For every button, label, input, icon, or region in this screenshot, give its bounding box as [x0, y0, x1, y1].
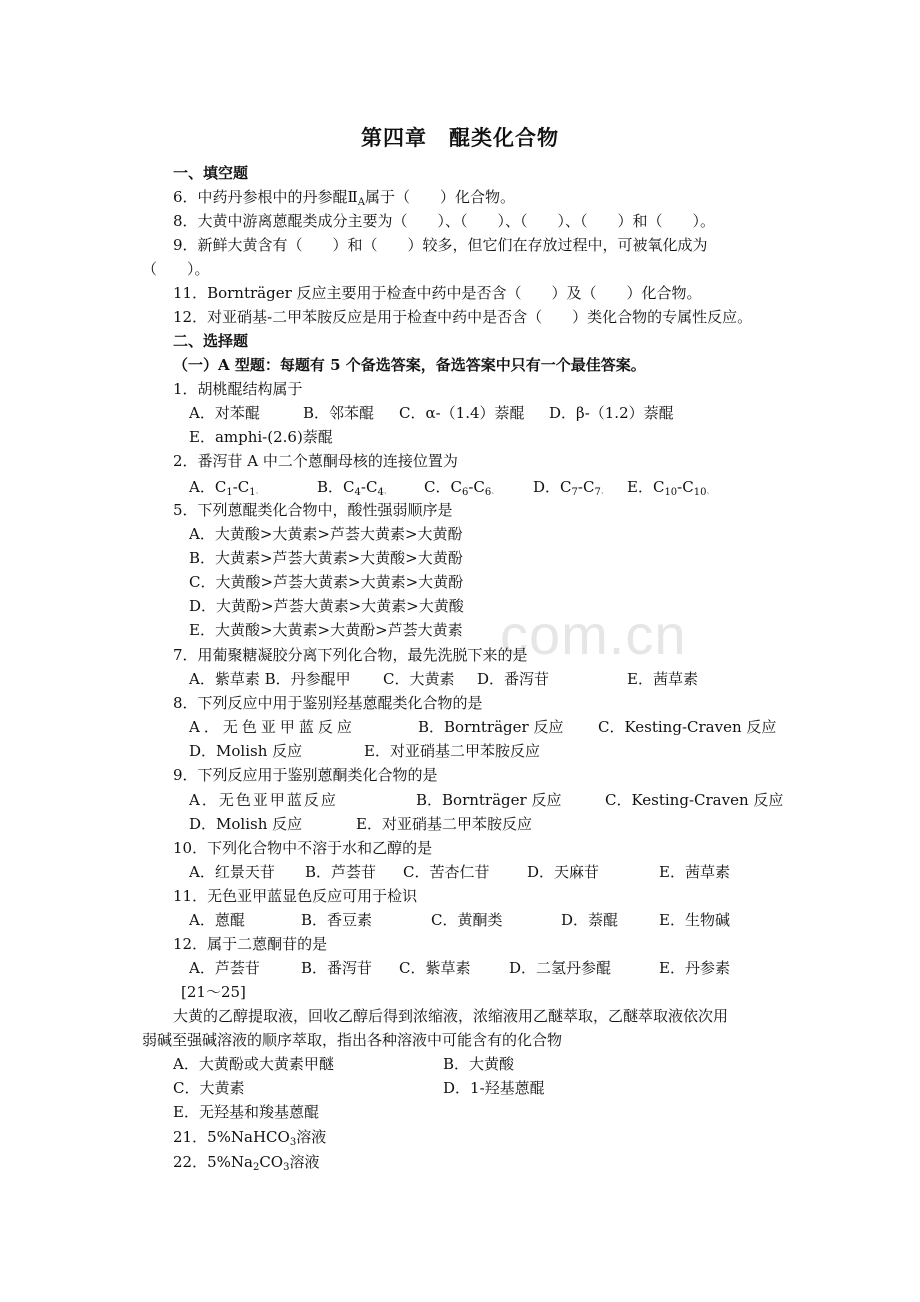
choice-1-e: E．amphi-(2.6)萘醌 — [189, 428, 333, 446]
choice-11: 11．无色亚甲蓝显色反应可用于检识 — [173, 887, 418, 905]
choice-12-e: E．丹参素 — [659, 959, 730, 977]
choice-5-d: D．大黄酚>芦荟大黄素>大黄素>大黄酸 — [189, 597, 464, 615]
choice-11-c: C．黄酮类 — [431, 911, 503, 929]
choice-8-e: E．对亚硝基二甲苯胺反应 — [364, 742, 540, 760]
choice-7-d: D．番泻苷 — [477, 670, 550, 688]
choice-5-c: C．大黄酸>芦荟大黄素>大黄素>大黄酚 — [189, 573, 464, 591]
watermark: com.cn — [500, 603, 687, 666]
choice-10-a: A．红景天苷 — [189, 863, 275, 881]
choice-8-a: A．无色亚甲蓝反应 — [189, 718, 356, 736]
choice-5-b: B．大黄素>芦荟大黄素>大黄酸>大黄酚 — [189, 549, 463, 567]
page-title: 第四章 醌类化合物 — [361, 125, 559, 150]
choice-11-d: D．萘醌 — [561, 911, 619, 929]
section-a-type: （一）A 型题：每题有 5 个备选答案，备选答案中只有一个最佳答案。 — [173, 356, 646, 374]
choice-8-d: D．Molish 反应 — [189, 742, 303, 760]
choice-8: 8．下列反应中用于鉴别羟基蒽醌类化合物的是 — [173, 694, 483, 712]
section-fill-blank: 一、填空题 — [173, 164, 249, 182]
choice-12-c: C．紫草素 — [399, 959, 471, 977]
choice-2-c: C．$C_6-C_6ˏ$ — [424, 478, 495, 498]
choice-10-e: E．茜草素 — [659, 863, 730, 881]
choice-12: 12．属于二蒽酮苷的是 — [173, 935, 328, 953]
choice-7: 7．用葡聚糖凝胶分离下列化合物，最先洗脱下来的是 — [173, 646, 528, 664]
question-9-cont: （ ）。 — [142, 260, 210, 278]
choice-5: 5．下列蒽醌类化合物中，酸性强弱顺序是 — [173, 501, 453, 519]
choice-10-d: D．天麻苷 — [527, 863, 600, 881]
b-option-a: A．大黄酚或大黄素甲醚 — [173, 1055, 334, 1073]
question-21: 21．5%NaHCO$_3$溶液 — [173, 1128, 327, 1148]
choice-10-c: C．苦杏仁苷 — [403, 863, 490, 881]
choice-11-e: E．生物碱 — [659, 911, 730, 929]
choice-10: 10．下列化合物中不溶于水和乙醇的是 — [173, 839, 433, 857]
choice-12-a: A．芦荟苷 — [189, 959, 260, 977]
section-choice: 二、选择题 — [173, 332, 249, 350]
choice-1-b: B．邻苯醌 — [303, 404, 375, 422]
choice-7-c: C．大黄素 — [383, 670, 455, 688]
question-range: [21～25] — [181, 983, 246, 1001]
question-6: 6．中药丹参根中的丹参醌$Ⅱ_A$属于（ ）化合物。 — [173, 188, 515, 208]
choice-10-b: B．芦荟苷 — [305, 863, 377, 881]
choice-9-b: B．Bornträger 反应 — [416, 791, 562, 809]
choice-8-c: C．Kesting-Craven 反应 — [598, 718, 777, 736]
choice-5-e: E．大黄酸>大黄素>大黄酚>芦荟大黄素 — [189, 621, 463, 639]
choice-2-e: E．$C_{10}-C_{10}ˏ$ — [627, 478, 710, 498]
choice-1-c: C．α-（1.4）萘醌 — [399, 404, 525, 422]
choice-2-d: D．$C_7-C_7ˏ$ — [533, 478, 604, 498]
choice-9-d: D．Molish 反应 — [189, 815, 303, 833]
question-22: 22．$5\%Na_2CO_3$溶液 — [173, 1153, 320, 1173]
choice-1: 1．胡桃醌结构属于 — [173, 380, 303, 398]
choice-12-d: D．二氢丹参醌 — [509, 959, 612, 977]
question-8: 8．大黄中游离蒽醌类成分主要为（ ）、（ ）、（ ）、（ ）和（ ）。 — [173, 212, 716, 230]
choice-11-b: B．香豆素 — [301, 911, 373, 929]
choice-2-a: A．$C_1-C_1ˏ$ — [189, 478, 259, 498]
choice-9: 9．下列反应用于鉴别蒽酮类化合物的是 — [173, 766, 438, 784]
question-11: 11．Bornträger 反应主要用于检查中药中是否含（ ）及（ ）化合物。 — [173, 284, 702, 302]
choice-8-b: B．Bornträger 反应 — [418, 718, 564, 736]
passage-line-1: 大黄的乙醇提取液，回收乙醇后得到浓缩液，浓缩液用乙醚萃取，乙醚萃取液依次用 — [173, 1007, 729, 1025]
choice-1-a: A．对苯醌 — [189, 404, 260, 422]
choice-2-b: B．$C_4-C_4ˏ$ — [317, 478, 387, 498]
b-option-c: C．大黄素 — [173, 1079, 245, 1097]
choice-2: 2．番泻苷 A 中二个蒽酮母核的连接位置为 — [173, 452, 458, 470]
passage-line-2: 弱碱至强碱溶液的顺序萃取，指出各种溶液中可能含有的化合物 — [142, 1031, 563, 1049]
choice-9-e: E．对亚硝基二甲苯胺反应 — [356, 815, 532, 833]
choice-5-a: A．大黄酸>大黄素>芦荟大黄素>大黄酚 — [189, 525, 463, 543]
choice-11-a: A．蒽醌 — [189, 911, 245, 929]
choice-7-ab: A．紫草素 B．丹参醌甲 — [189, 670, 351, 688]
question-12: 12．对亚硝基-二甲苯胺反应是用于检查中药中是否含（ ）类化合物的专属性反应。 — [173, 308, 753, 326]
choice-9-c: C．Kesting-Craven 反应 — [605, 791, 784, 809]
choice-12-b: B．番泻苷 — [301, 959, 373, 977]
b-option-d: D．1-羟基蒽醌 — [443, 1079, 545, 1097]
choice-7-e: E．茜草素 — [627, 670, 698, 688]
question-9: 9．新鲜大黄含有（ ）和（ ）较多，但它们在存放过程中，可被氧化成为 — [173, 236, 708, 254]
b-option-b: B．大黄酸 — [443, 1055, 515, 1073]
b-option-e: E．无羟基和羧基蒽醌 — [173, 1103, 319, 1121]
choice-1-d: D．β-（1.2）萘醌 — [549, 404, 674, 422]
choice-9-a: A．无色亚甲蓝反应 — [189, 791, 338, 809]
